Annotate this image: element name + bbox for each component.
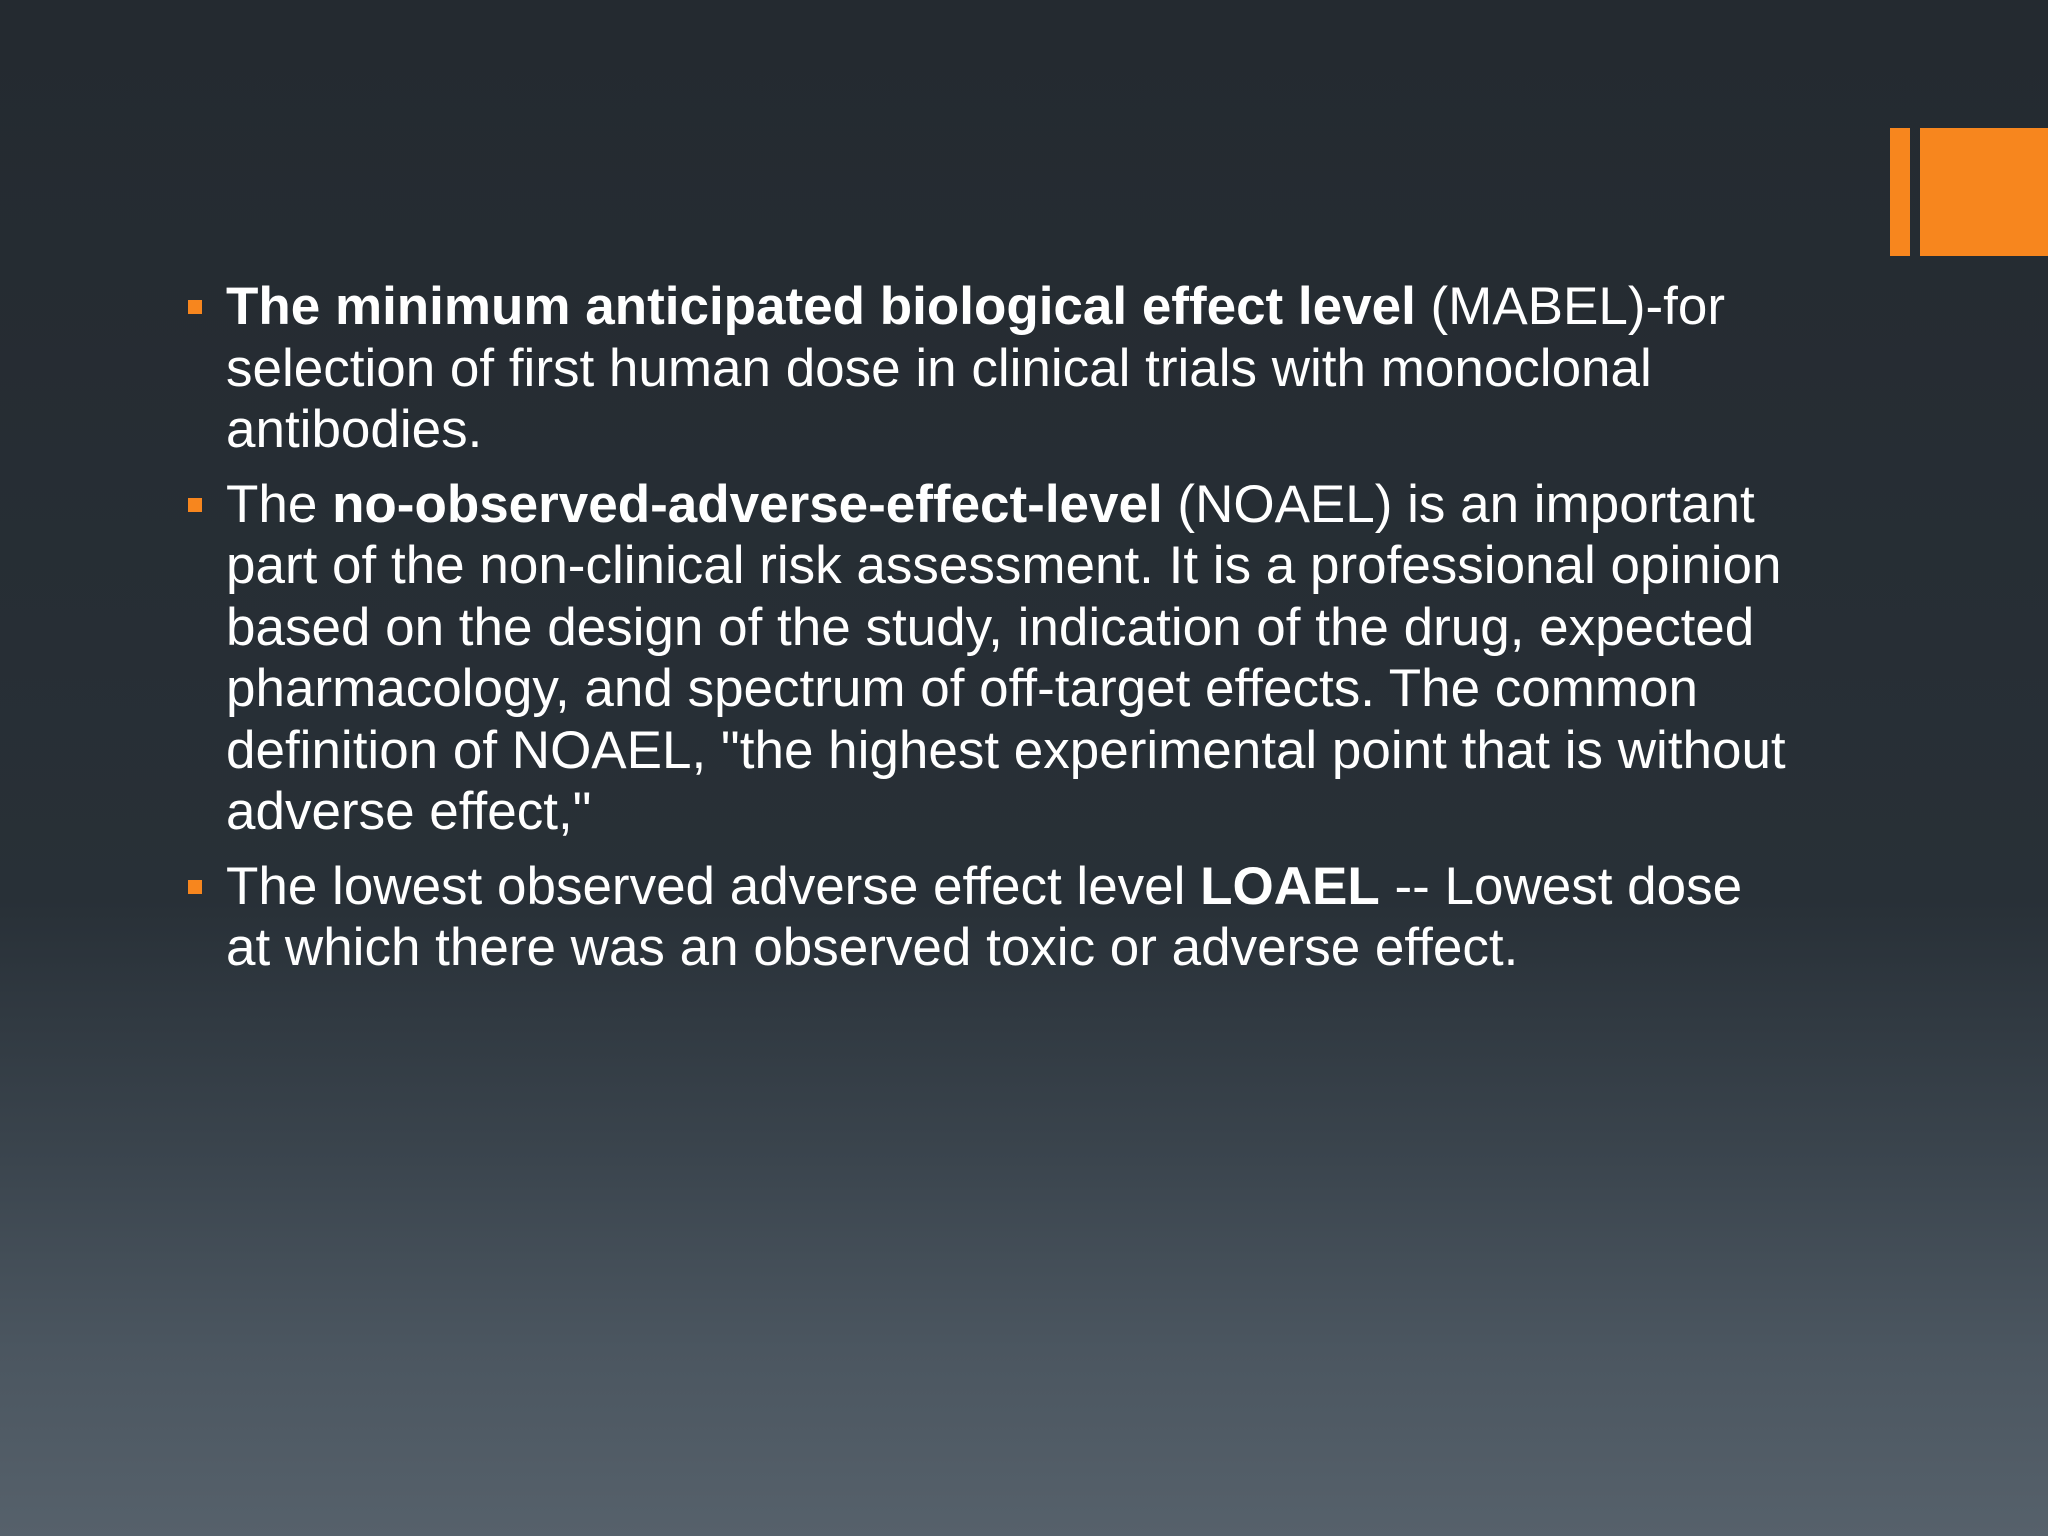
bullet-square-icon [188,880,202,894]
bullet-list [188,276,1788,992]
term-mabel: The minimum anticipated biological effect level [226,277,1416,336]
bullet-item-loael [188,856,1788,979]
mabel-description: (MABEL)-for selection of first human dose in clinical trials with monoclonal antibodies. [226,277,1726,459]
term-loael: LOAEL [1200,856,1380,916]
noael-description: (NOAEL) is an important part of the non-clinical risk assessment. It is a professional opinion based on the design of the study, indication of the drug, expected pharmacology, and spectrum of off-target effects. The common definition of NOAEL, "the highest experimental point that is without adverse effect," [226,474,1786,841]
loael-prefix: The lowest observed adverse effect level [226,856,1201,916]
bullet-square-icon [188,498,202,512]
term-noael: no-observed-adverse-effect-level [332,474,1163,534]
bullet-square-icon [188,300,202,314]
noael-prefix: The [226,474,333,534]
bullet-item-noael [188,474,1788,843]
accent-bar-thin [1890,128,1910,256]
accent-bar-wide [1920,128,2048,256]
loael-description: -- Lowest dose at which there was an observed toxic or adverse effect. [226,856,1743,977]
bullet-item-mabel [188,276,1788,461]
